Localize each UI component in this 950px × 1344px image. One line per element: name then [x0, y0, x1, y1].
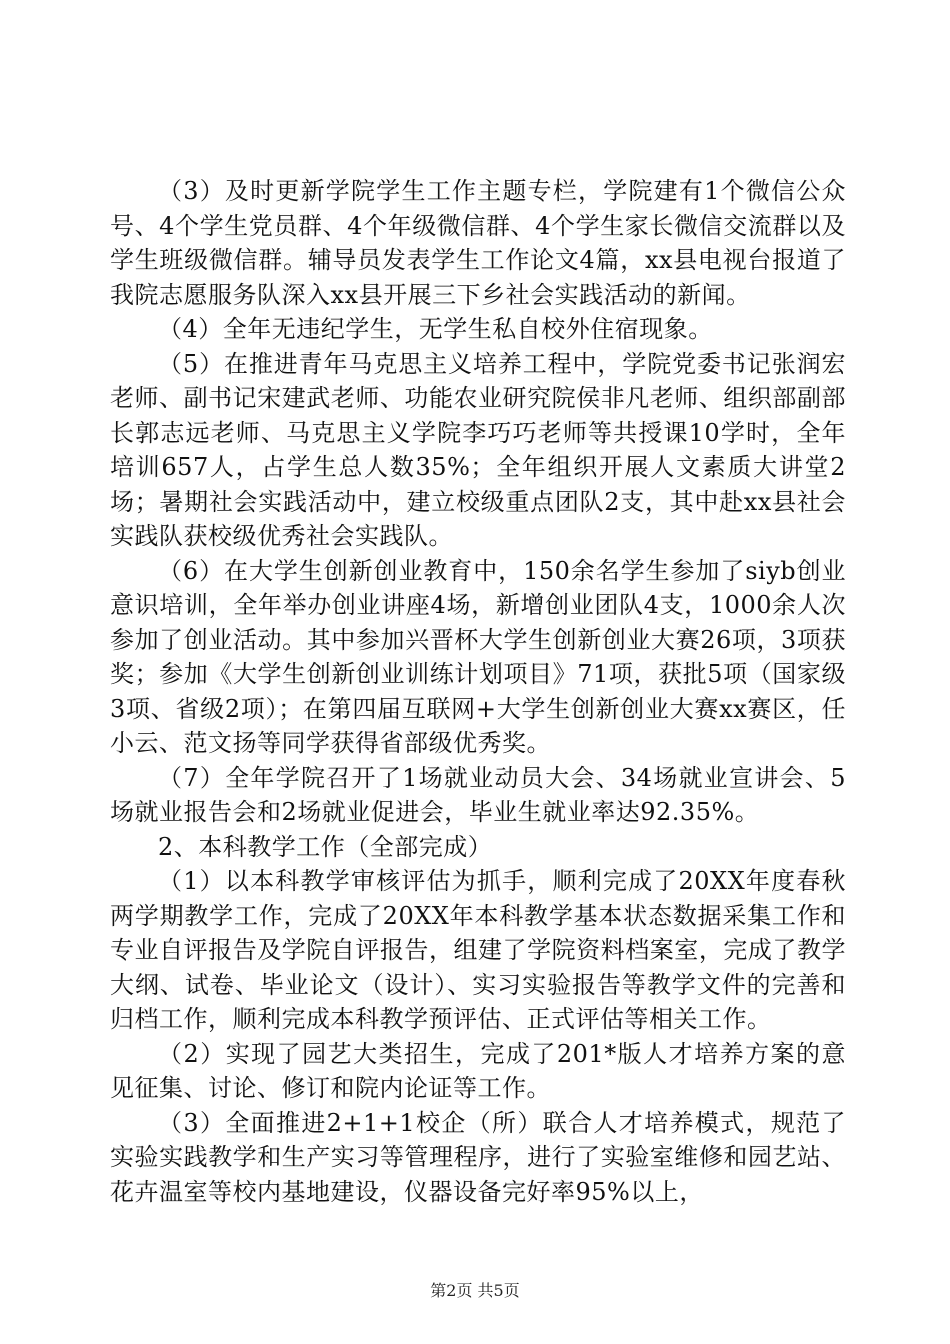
- paragraph: （4）全年无违纪学生，无学生私自校外住宿现象。: [158, 315, 713, 343]
- paragraph: （6）在大学生创新创业教育中，150余名学生参加了siyb创业意识培训，全年举办创业讲座4场，新增创业团队4支，1000余人次参加了创业活动。其中参加兴晋杯大学生创新创业大赛26项，3项获奖；参加《大学生创新创业训练计划项目》71项，获批5项（国家级3项、省级2项）；在第四届互联网+大学生创新创业大赛xx赛区，任小云、范文扬等同学获得省部级优秀奖。: [110, 556, 846, 757]
- page-footer: 第2页 共5页: [430, 1281, 520, 1300]
- paragraph: （3）及时更新学院学生工作主题专栏，学院建有1个微信公众号、4个学生党员群、4个年级微信群、4个学生家长微信交流群以及学生班级微信群。辅导员发表学生工作论文4篇，xx县电视台报道了我院志愿服务队深入xx县开展三下乡社会实践活动的新闻。: [110, 177, 846, 309]
- paragraph: （3）全面推进2+1+1校企（所）联合人才培养模式，规范了实验实践教学和生产实习等管理程序，进行了实验室维修和园艺站、花卉温室等校内基地建设，仪器设备完好率95%以上，: [110, 1108, 846, 1206]
- paragraph: （5）在推进青年马克思主义培养工程中，学院党委书记张润宏老师、副书记宋建武老师、功能农业研究院侯非凡老师、组织部副部长郭志远老师、马克思主义学院李巧巧老师等共授课10学时，全年培训657人，占学生总人数35%；全年组织开展人文素质大讲堂2场；暑期社会实践活动中，建立校级重点团队2支，其中赴xx县社会实践队获校级优秀社会实践队。: [110, 349, 846, 550]
- section-heading: 2、本科教学工作（全部完成）: [158, 832, 493, 861]
- paragraph: （2）实现了园艺大类招生，完成了201*版人才培养方案的意见征集、讨论、修订和院内论证等工作。: [110, 1039, 846, 1102]
- paragraph: （7）全年学院召开了1场就业动员大会、34场就业宣讲会、5场就业报告会和2场就业促进会，毕业生就业率达92.35%。: [110, 763, 846, 826]
- document-body: [110, 174, 846, 1209]
- paragraph: （1）以本科教学审核评估为抓手，顺利完成了20XX年度春秋两学期教学工作，完成了20XX年本科教学基本状态数据采集工作和专业自评报告及学院自评报告，组建了学院资料档案室，完成了教学大纲、试卷、毕业论文（设计）、实习实验报告等教学文件的完善和归档工作，顺利完成本科教学预评估、正式评估等相关工作。: [110, 867, 846, 1033]
